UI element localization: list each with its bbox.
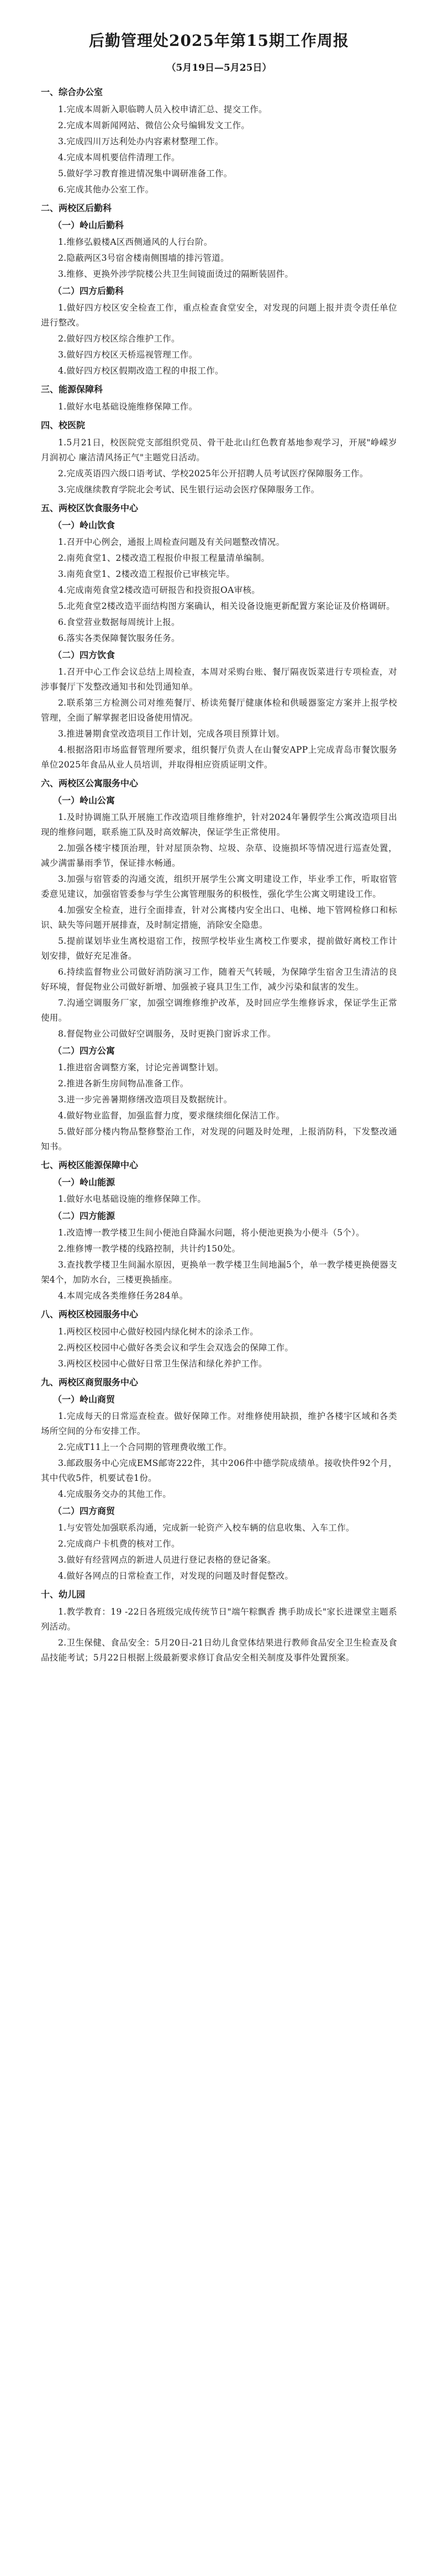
subsection-title: （二）四方饮食 [53,650,115,660]
subsection-title: （一）岭山能源 [53,1177,115,1187]
report-section [41,418,397,497]
report-body [41,85,397,1665]
work-item: 1.做好水电基础设施的维修保障工作。 [58,1194,207,1204]
work-item: 5.提前谋划毕业生离校退宿工作，按照学校毕业生离校工作要求，提前做好离校工作计划安排，做好充足准备。 [41,936,397,961]
subsection-title: （一）岭山饮食 [53,520,115,530]
section-title: 八、两校区校园服务中心 [41,1309,139,1319]
work-item: 3.做好四方校区天桥巡视管理工作。 [58,350,198,360]
work-item: 2.完成T11上一个合同期的管理费收缴工作。 [58,1442,232,1452]
work-item: 5.做好部分楼内物品整修整治工作，对发现的问题及时处理，上报消防科，下发整改通知书。 [41,1127,397,1152]
work-item: 2.完成商户卡机费的核对工作。 [58,1539,180,1549]
work-item: 1.完成每天的日常巡查检查。做好保障工作。对维修使用缺损，维护各楼宇区域和各类场所空间的分布安排工作。 [41,1411,397,1436]
work-item: 3.南苑食堂1、2楼改造工程报价已审核完毕。 [58,569,235,579]
report-section [41,776,397,1154]
subsection-title: （一）岭山后勤科 [53,220,124,230]
work-item: 4.完成服务交办的其他工作。 [58,1489,171,1499]
subsection-title: （二）四方能源 [53,1211,115,1221]
work-item: 3.推进暑期食堂改造项目工作计划，完成各项目预算计划。 [58,729,285,739]
work-item: 4.完成本周机要信件清理工作。 [58,153,180,162]
work-item: 3.进一步完善暑期修缮改造项目及数据统计。 [58,1095,233,1105]
work-item: 7.沟通空调服务厂家，加强空调维修维护改革，及时回应学生维修诉求，保证学生正常使用。 [41,998,397,1023]
subsection-title: （二）四方商贸 [53,1506,115,1516]
work-item: 1.做好水电基础设施维修保障工作。 [58,402,198,412]
section-title: 三、能源保障科 [41,384,103,395]
work-item: 1.及时协调施工队开展施工作改造项目维修维护，针对2024年暑假学生公寓改造项目出现的维修问题，联系施工队及时高效解决，保证学生正常使用。 [41,812,397,837]
section-title: 五、两校区饮食服务中心 [41,503,139,513]
report-section [41,1375,397,1584]
work-item: 2.加强各楼宇楼顶治理，针对屋顶杂物、垃圾、杂草、设施损坏等情况进行巡查处置，减少满雷暴雨季节，保证排水畅通。 [41,843,397,868]
work-item: 1.与安管处加强联系沟通，完成新一轮资产入校车辆的信息收集、入车工作。 [58,1523,355,1533]
work-item: 4.做好物业监督，加强监督力度，要求继续细化保洁工作。 [58,1111,285,1121]
work-item: 3.加强与宿管委的沟通交流，组织开展学生公寓文明建设工作，毕业季工作，听取宿管委意见建议，加强宿管委参与学生公寓管理服务的积极性，强化学生公寓文明建设工作。 [41,874,397,899]
section-title: 二、两校区后勤科 [41,203,112,213]
work-item: 3.查找教学楼卫生间漏水原因，更换单一教学楼卫生间地漏5个，单一教学楼更换便器支架4个，加防水台，三楼更换插座。 [41,1260,397,1285]
subsection-title: （一）岭山商贸 [53,1394,115,1405]
work-item: 3.维修、更换外涉学院楼公共卫生间镜面烫过的隔断装固件。 [58,269,294,279]
work-item: 1.召开中心例会，通报上周检查问题及有关问题整改情况。 [58,537,285,547]
work-item: 1.召开中心工作会议总结上周检查，本周对采购台账、餐厅隔夜饭菜进行专项检查，对涉事餐厅下发整改通知书和处罚通知单。 [41,667,397,692]
report-section [41,201,397,378]
work-item: 4.完成南苑食堂2楼改造可研报告和投资报OA审核。 [58,585,261,595]
report-section [41,501,397,772]
report-section [41,85,397,197]
work-item: 3.邮政服务中心完成EMS邮寄222件，其中206件中德学院成绩单。接收快件92个月，其中代收5件，机要试卷1份。 [41,1458,397,1483]
section-title: 七、两校区能源保障中心 [41,1160,139,1170]
work-item: 2.推进各新生房间物品准备工作。 [58,1079,189,1089]
section-title: 四、校医院 [41,420,86,430]
work-item: 6.完成其他办公室工作。 [58,185,154,194]
section-title: 六、两校区公寓服务中心 [41,778,139,788]
work-item: 2.维修博一教学楼的线路控制，共计约150处。 [58,1244,241,1254]
work-item: 6.落实各类保障餐饮服务任务。 [58,633,180,643]
report-title: 后勤管理处2025年第15期工作周报 [89,31,349,50]
work-item: 8.督促物业公司做好空调服务，及时更换门窗诉求工作。 [58,1029,276,1039]
work-item: 2.联系第三方检测公司对维苑餐厅、桥读苑餐厅健康体检和供暖器鉴定方案并上报学校管理，全面了解掌握老旧设备使用情况。 [41,698,397,723]
work-item: 2.完成本周新闻网站、微信公众号编辑发文工作。 [58,120,250,130]
work-item: 3.两校区校园中心做好日常卫生保洁和绿化养护工作。 [58,1359,267,1369]
work-item: 4.做好四方校区假期改造工程的申报工作。 [58,366,224,376]
work-item: 2.做好四方校区综合维护工作。 [58,334,180,344]
work-item: 2.两校区校园中心做好各类会议和学生会双选会的保障工作。 [58,1343,294,1353]
work-item: 2.南苑食堂1、2楼改造工程报价申报工程量清单编制。 [58,553,270,563]
report-section [41,1158,397,1303]
work-item: 3.做好有经营网点的新进人员进行登记表格的登记备案。 [58,1555,276,1565]
work-item: 1.教学教育：19 -22日各班级完成传统节日"端午粽飘香 携手助成长"家长进课堂主题系列活动。 [41,1607,397,1632]
work-item: 1.推进宿舍调整方案，讨论完善调整计划。 [58,1063,224,1073]
work-item: 4.加强安全检查，进行全面排查，针对公寓楼内安全出口、电梯、地下管网检修口和标识、缺失等问题开展排查，及时制定措施，消除安全隐患。 [41,905,397,930]
work-item: 4.根据洛阳市场监督管理所要求，组织餐厅负责人在山餐安APP上完成青岛市餐饮服务单位2025年食品从业人员培训，并取得相应资质证明文件。 [41,745,397,770]
report-date: （5月19日—5月25日） [166,62,272,73]
work-item: 1.5月21日，校医院党支部组织党员、骨干赴北山红色教育基地参观学习，开展"峥嵘岁月润初心 廉洁清风扬正气"主题党日活动。 [41,438,397,462]
work-item: 4.做好各网点的日常检查工作，对发现的问题及时督促整改。 [58,1571,294,1581]
subsection-title: （二）四方公寓 [53,1045,115,1056]
work-item: 3.完成四川万达利处办内容素材整理工作。 [58,136,224,146]
work-item: 5.做好学习教育推进情况集中调研准备工作。 [58,169,233,178]
report-section [41,1587,397,1665]
work-item: 5.北苑食堂2楼改造平面结构图方案确认，相关设备设施更新配置方案论证及价格调研。 [58,601,395,611]
work-item: 1.两校区校园中心做好校园内绿化树木的涂杀工作。 [58,1327,258,1337]
work-item: 2.卫生保健、食品安全：5月20日-21日幼儿食堂体结果进行教师食品安全卫生检查及食品技能考试；5月22日根据上级最新要求修订食品安全相关制度及事件处置预案。 [41,1638,397,1663]
work-item: 1.完成本周新入职临聘人员入校申请汇总、提交工作。 [58,104,267,114]
section-title: 九、两校区商贸服务中心 [41,1377,139,1387]
work-item: 6.持续监督物业公司做好消防演习工作，随着天气转暖，为保障学生宿舍卫生清洁的良好环境，督促物业公司做好新增、加强被子寝具卫生工作，减少污染和鼠害的发生。 [41,967,397,992]
work-item: 6.食堂营业数据每周统计上报。 [58,617,180,627]
work-item: 4.本周完成各类维修任务284单。 [58,1291,188,1301]
report-section [41,1307,397,1371]
report-section [41,382,397,414]
section-title: 十、幼儿园 [41,1589,86,1600]
work-item: 1.做好四方校区安全检查工作，重点检查食堂安全，对发现的问题上报并责令责任单位进行整改。 [41,303,397,328]
work-item: 2.隐蔽两区3号宿舍楼南侧围墙的排污管道。 [58,253,229,263]
subsection-title: （二）四方后勤科 [53,286,124,296]
subsection-title: （一）岭山公寓 [53,795,115,806]
work-item: 1.改造博一教学楼卫生间小便池自降漏水问题，将小便池更换为小便斗（5个）。 [58,1228,365,1238]
work-item: 2.完成英语四六级口语考试、学校2025年公开招聘人员考试医疗保障服务工作。 [58,469,368,479]
work-item: 3.完成继续教育学院北会考试、民生银行运动会医疗保障服务工作。 [58,485,320,495]
section-title: 一、综合办公室 [41,87,103,97]
work-item: 1.维修弘毅楼A区西侧通风的人行台阶。 [58,237,213,247]
